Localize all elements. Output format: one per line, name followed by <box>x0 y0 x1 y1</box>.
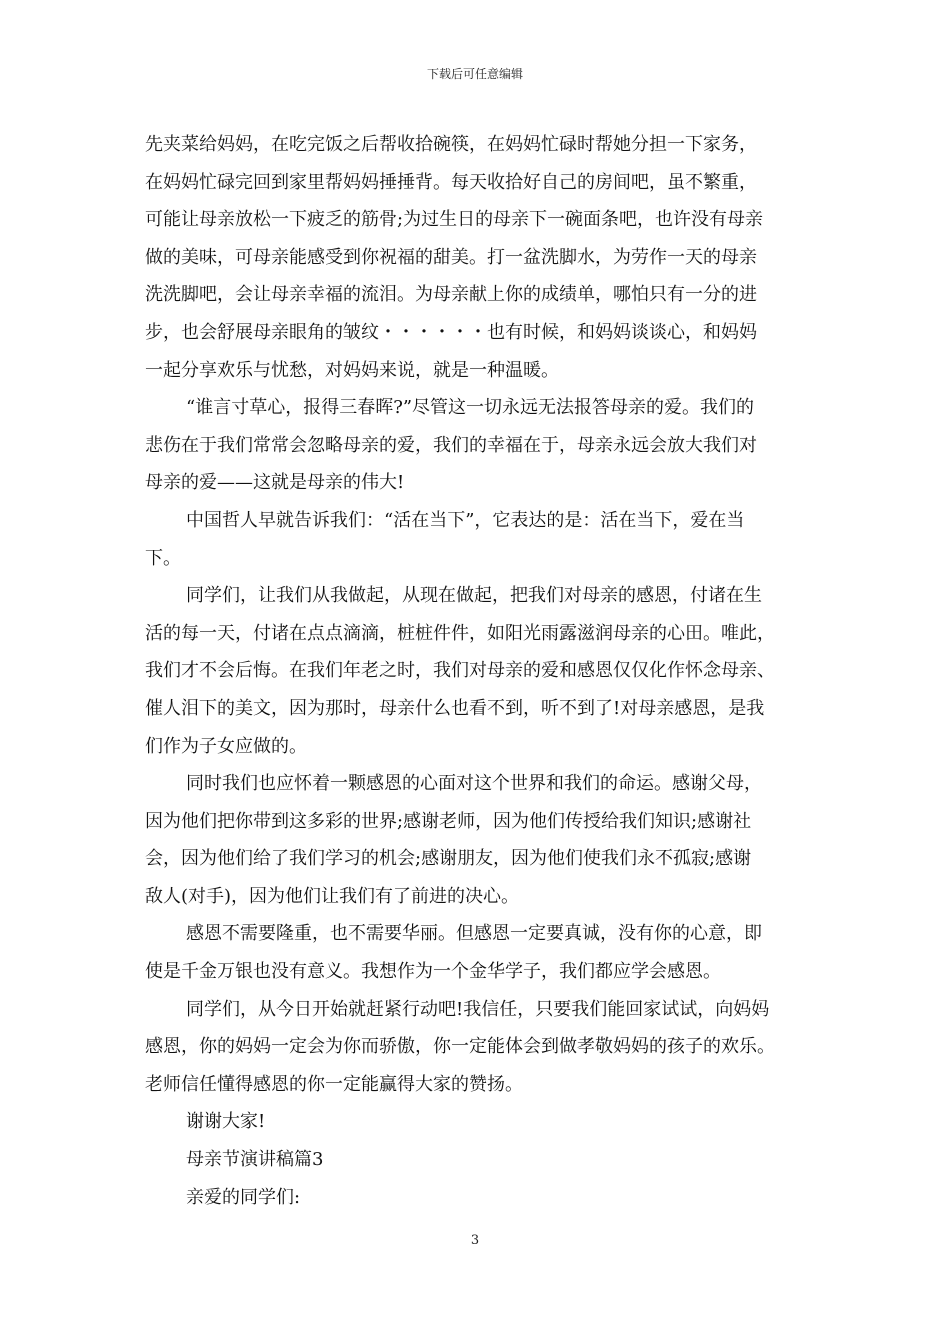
text-line: 谢谢大家! <box>186 1111 266 1133</box>
text-line: 会，因为他们给了我们学习的机会;感谢朋友，因为他们使我们永不孤寂;感谢 <box>145 848 752 870</box>
document-body <box>145 126 805 1216</box>
text-line: 同学们，从今日开始就赶紧行动吧!我信任，只要我们能回家试试，向妈妈 <box>186 998 770 1020</box>
text-line: 同学们，让我们从我做起，从现在做起，把我们对母亲的感恩，付诸在生 <box>186 585 762 607</box>
text-line: 亲爱的同学们: <box>186 1186 301 1208</box>
text-line: 下。 <box>145 547 181 569</box>
text-line: 做的美味，可母亲能感受到你祝福的甜美。打一盆洗脚水，为劳作一天的母亲 <box>145 246 757 268</box>
text-line: 感恩不需要隆重，也不需要华丽。但感恩一定要真诚，没有你的心意，即 <box>186 923 762 945</box>
text-line: 同时我们也应怀着一颗感恩的心面对这个世界和我们的命运。感谢父母， <box>186 773 762 795</box>
text-line: 中国哲人早就告诉我们：“活在当下”，它表达的是：活在当下，爱在当 <box>186 509 745 531</box>
text-line: 洗洗脚吧，会让母亲幸福的流泪。为母亲献上你的成绩单，哪怕只有一分的进 <box>145 284 757 306</box>
text-line: 们作为子女应做的。 <box>145 735 307 757</box>
section-heading: 母亲节演讲稿篇3 <box>186 1149 324 1171</box>
text-line: 敌人(对手)，因为他们让我们有了前进的决心。 <box>145 885 520 907</box>
text-line: 感恩，你的妈妈一定会为你而骄傲，你一定能体会到做孝敬妈妈的孩子的欢乐。 <box>145 1036 775 1058</box>
text-line: 步，也会舒展母亲眼角的皱纹・・・・・・也有时候，和妈妈谈谈心，和妈妈 <box>145 321 757 343</box>
text-line: 催人泪下的美文，因为那时，母亲什么也看不到，听不到了!对母亲感恩，是我 <box>145 697 765 719</box>
text-line: 悲伤在于我们常常会忽略母亲的爱，我们的幸福在于，母亲永远会放大我们对 <box>145 434 757 456</box>
text-line: 一起分享欢乐与忧愁，对妈妈来说，就是一种温暖。 <box>145 359 559 381</box>
text-line: 在妈妈忙碌完回到家里帮妈妈捶捶背。每天收拾好自己的房间吧，虽不繁重， <box>145 171 757 193</box>
page-header: 下载后可任意编辑 <box>426 67 523 81</box>
text-line: 先夹菜给妈妈，在吃完饭之后帮收拾碗筷，在妈妈忙碌时帮她分担一下家务， <box>145 134 757 155</box>
text-line: 因为他们把你带到这多彩的世界;感谢老师，因为他们传授给我们知识;感谢社 <box>145 810 752 832</box>
text-line: 可能让母亲放松一下疲乏的筋骨;为过生日的母亲下一碗面条吧，也许没有母亲 <box>145 209 764 231</box>
text-line: “谁言寸草心，报得三春晖?”尽管这一切永远无法报答母亲的爱。我们的 <box>186 397 755 419</box>
text-line: 使是千金万银也没有意义。我想作为一个金华学子，我们都应学会感恩。 <box>145 961 721 983</box>
text-line: 母亲的爱——这就是母亲的伟大! <box>145 472 405 494</box>
page-number: 3 <box>470 1233 480 1248</box>
text-line: 我们才不会后悔。在我们年老之时，我们对母亲的爱和感恩仅仅化作怀念母亲、 <box>145 660 775 682</box>
text-line: 活的每一天，付诸在点点滴滴，桩桩件件，如阳光雨露滋润母亲的心田。唯此， <box>145 622 775 644</box>
text-line: 老师信任懂得感恩的你一定能赢得大家的赞扬。 <box>145 1073 523 1095</box>
